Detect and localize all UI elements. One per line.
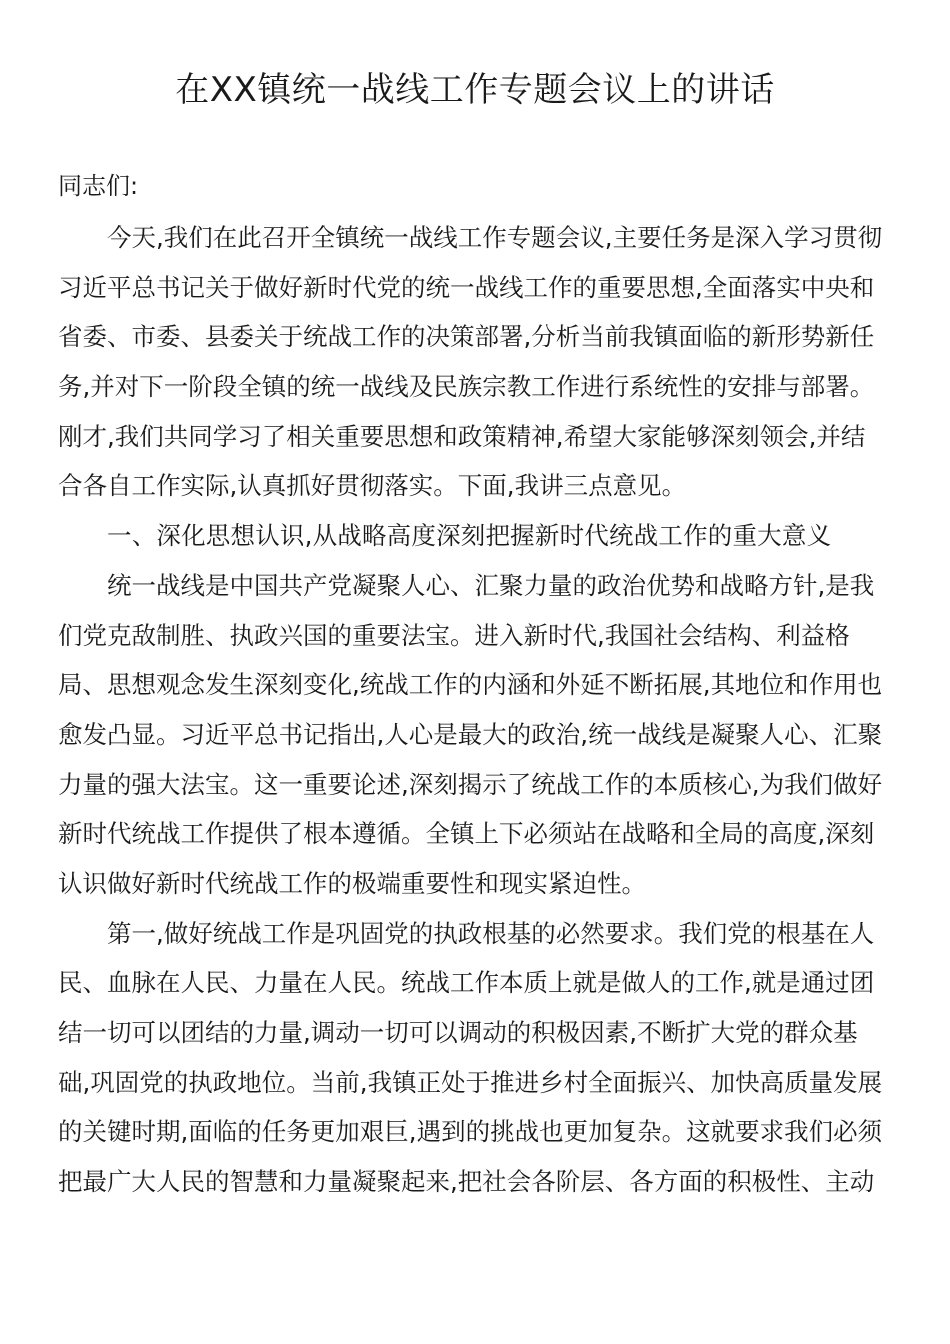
paragraph-line: 统一战线是中国共产党凝聚人心、汇聚力量的政治优势和战略方针,是我 (107, 570, 875, 600)
salutation: 同志们: (58, 172, 139, 200)
section-heading: 一、深化思想认识,从战略高度深刻把握新时代统战工作的重大意义 (107, 521, 832, 551)
paragraph-line: 合各自工作实际,认真抓好贯彻落实。下面,我讲三点意见。 (58, 471, 687, 501)
paragraph-line: 新时代统战工作提供了根本遵循。全镇上下必须站在战略和全局的高度,深刻 (58, 819, 875, 849)
paragraph-line: 的关键时期,面临的任务更加艰巨,遇到的挑战也更加复杂。这就要求我们必须 (58, 1117, 883, 1147)
paragraph-line: 把最广大人民的智慧和力量凝聚起来,把社会各阶层、各方面的积极性、主动 (58, 1167, 875, 1197)
paragraph-line: 局、思想观念发生深刻变化,统战工作的内涵和外延不断拓展,其地位和作用也 (58, 670, 883, 700)
paragraph-line: 愈发凸显。习近平总书记指出,人心是最大的政治,统一战线是凝聚人心、汇聚 (58, 719, 883, 749)
paragraph-line: 力量的强大法宝。这一重要论述,深刻揭示了统战工作的本质核心,为我们做好 (58, 769, 883, 799)
paragraph-line: 第一,做好统战工作是巩固党的执政根基的必然要求。我们党的根基在人 (107, 918, 875, 948)
paragraph-line: 认识做好新时代统战工作的极端重要性和现实紧迫性。 (58, 868, 646, 898)
document-title: 在XX镇统一战线工作专题会议上的讲话 (175, 70, 775, 110)
paragraph-line: 省委、市委、县委关于统战工作的决策部署,分析当前我镇面临的新形势新任 (58, 322, 875, 352)
paragraph-line: 习近平总书记关于做好新时代党的统一战线工作的重要思想,全面落实中央和 (58, 272, 875, 302)
paragraph-line: 务,并对下一阶段全镇的统一战线及民族宗教工作进行系统性的安排与部署。 (58, 372, 875, 402)
paragraph-line: 刚才,我们共同学习了相关重要思想和政策精神,希望大家能够深刻领会,并结 (58, 421, 866, 451)
paragraph-line: 今天,我们在此召开全镇统一战线工作专题会议,主要任务是深入学习贯彻 (107, 223, 883, 252)
paragraph-line: 础,巩固党的执政地位。当前,我镇正处于推进乡村全面振兴、加快高质量发展 (58, 1067, 883, 1097)
paragraph-line: 们党克敌制胜、执政兴国的重要法宝。进入新时代,我国社会结构、利益格 (58, 620, 850, 650)
body-text (58, 213, 892, 1207)
paragraph-line: 民、血脉在人民、力量在人民。统战工作本质上就是做人的工作,就是通过团 (58, 968, 875, 998)
paragraph-line: 结一切可以团结的力量,调动一切可以调动的积极因素,不断扩大党的群众基 (58, 1018, 858, 1047)
